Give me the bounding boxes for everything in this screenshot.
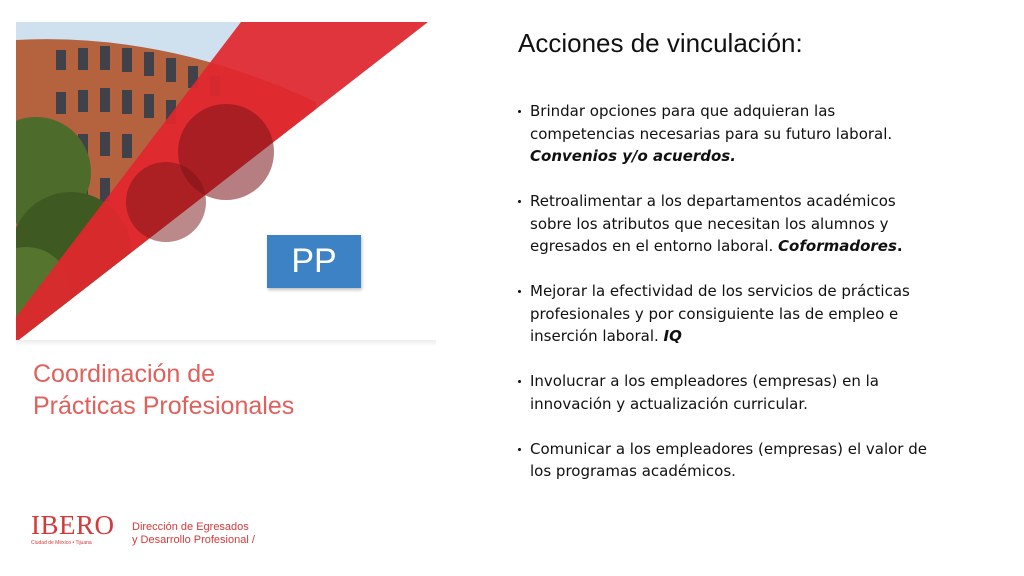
bullet-text: Involucrar a los empleadores (empresas) en la innovación y actualización curricular. [530, 372, 879, 413]
bullet-emphasis: Convenios y/o acuerdos. [530, 147, 736, 165]
hero-shadow [16, 340, 436, 346]
hero-image [16, 22, 428, 342]
section-heading: Acciones de vinculación: [518, 28, 803, 58]
list-item [514, 280, 934, 348]
pp-badge: PP [267, 235, 361, 288]
bullet-text: Brindar opciones para que adquieran las competencias necesarias para su futuro laboral. [530, 102, 893, 143]
bullet-text: Comunicar a los empleadores (empresas) el valor de los programas académicos. [530, 439, 927, 480]
footer-dept-line1: Dirección de Egresados [132, 521, 249, 533]
ibero-logo-text: IBERO [31, 510, 115, 540]
hero-illustration [16, 22, 428, 342]
bullet-dot [518, 200, 521, 203]
department-title-line1: Coordinación de [33, 360, 216, 388]
ibero-logo [31, 512, 115, 547]
list-item [514, 438, 934, 483]
bullet-dot [518, 448, 521, 451]
bullet-text: Retroalimentar a los departamentos académicos sobre los atributos que necesitan los alumnos y egresados en el entorno laboral. [530, 192, 896, 255]
ibero-logo-subtext: Ciudad de México • Tijuana [31, 540, 92, 546]
bullet-dot [518, 110, 521, 113]
list-item [514, 100, 934, 168]
bullet-emphasis: IQ [663, 327, 682, 345]
list-item [514, 370, 934, 415]
footer-department [132, 521, 255, 547]
department-title-line2: Prácticas Profesionales [33, 392, 295, 420]
list-item [514, 190, 934, 258]
department-title [33, 358, 413, 422]
footer-dept-line2: y Desarrollo Profesional / [132, 534, 255, 546]
bullet-dot [518, 290, 521, 293]
bullet-text: Mejorar la efectividad de los servicios de prácticas profesionales y por consiguiente las de empleo e inserción laboral. [530, 282, 910, 345]
bullet-list [514, 100, 934, 505]
bullet-tail: . [896, 237, 903, 255]
bullet-dot [518, 380, 521, 383]
bullet-emphasis: Coformadores [778, 237, 897, 255]
